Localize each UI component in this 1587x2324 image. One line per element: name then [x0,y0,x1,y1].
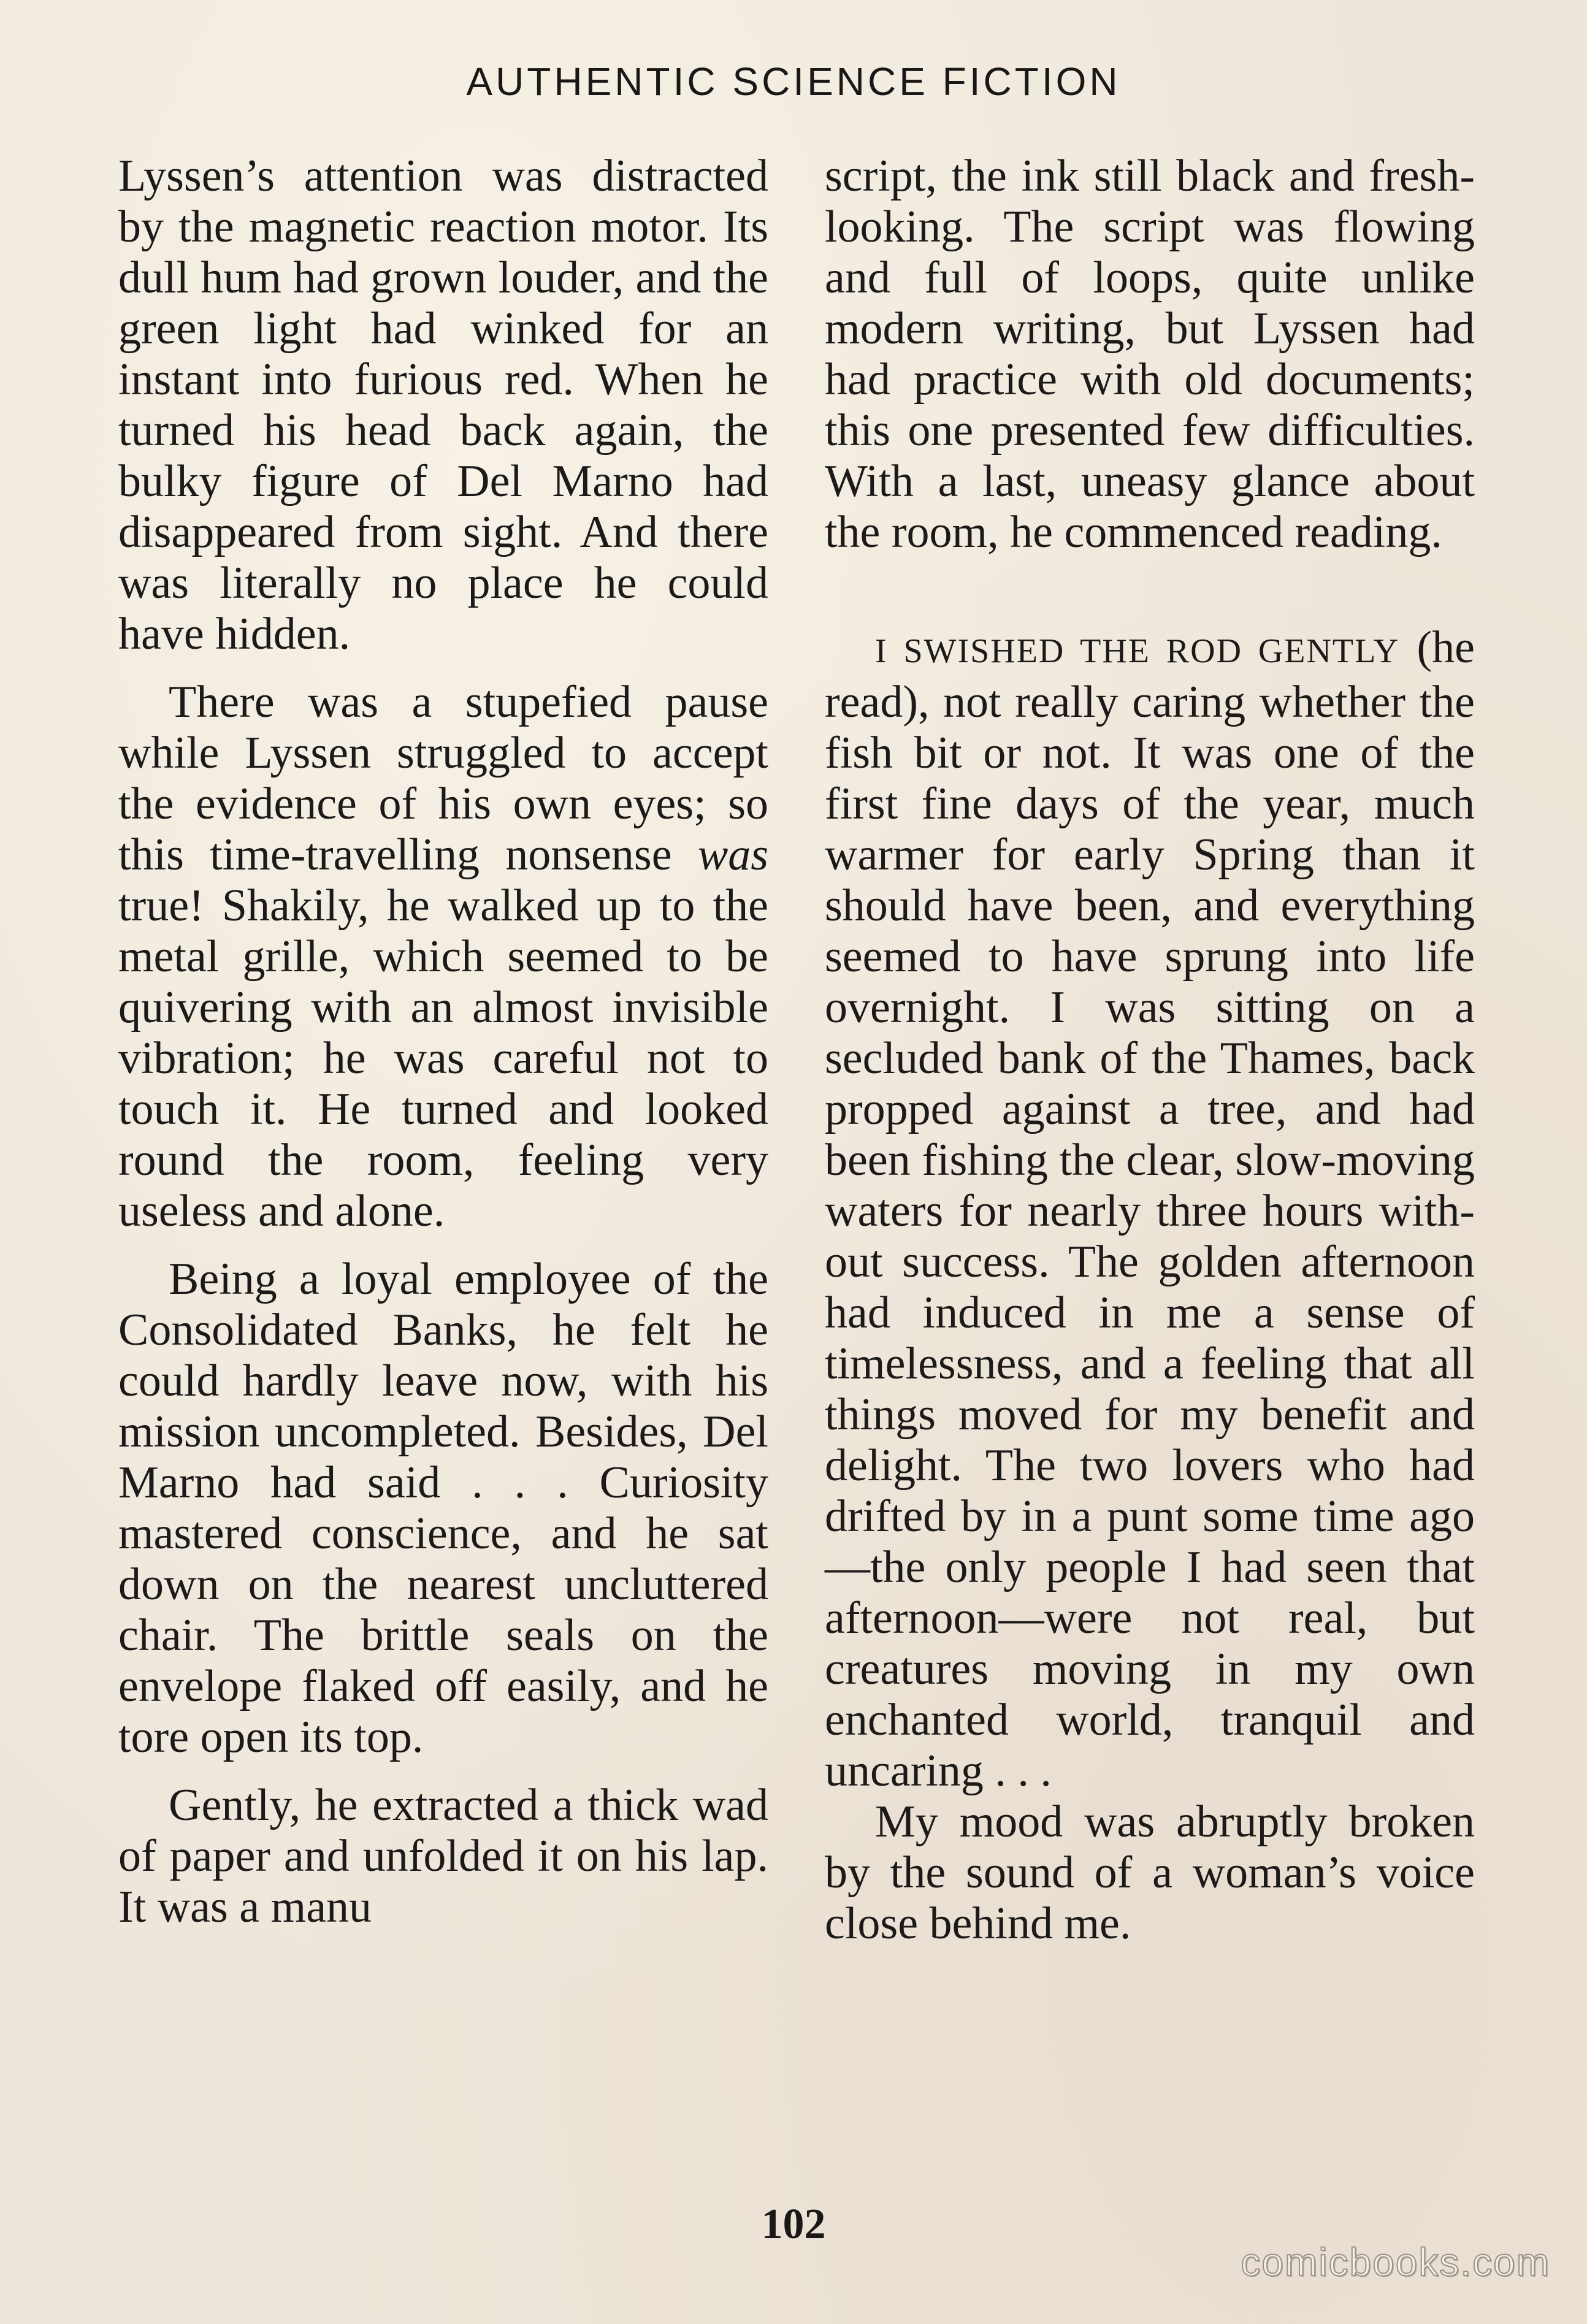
paragraph-text: true! Shakily, he walked up to the metal grille, which seemed to be quivering with an almost invisible vibration; he was careful not to touch it. He turned and looked round the room, feeling very useless and alone. [118,881,768,1236]
right-column [825,151,1475,1949]
paragraph [825,622,1475,1797]
paragraph: Being a loyal employee of the Consolidated Banks, he felt he could hardly leave now, with his mission uncompleted. Besides, Del Marno had said . . . Curiosity mastered conscience, and he sat down on the nearest uncluttered chair. The brittle seals on the envelope flaked off easily, and he tore open its top. [118,1254,768,1762]
watermark: comicbooks.com [1241,2240,1550,2284]
paragraph [118,677,768,1237]
emphasis: was [697,830,768,880]
paragraph-text: There was a stupefied pause while Lyssen struggled to accept the evidence of his own eyes; so this time-travelling nonsense [118,677,768,880]
page-number: 102 [761,2201,826,2248]
running-head: AUTHENTIC SCIENCE FICTION [466,59,1121,104]
paragraph: Gently, he extracted a thick wad of paper and unfolded it on his lap. It was a manu [118,1780,768,1932]
small-caps-lead: I SWISHED THE ROD GENTLY [875,632,1400,670]
paragraph: script, the ink still black and fresh-looking. The script was flowing and full of loops, quite unlike modern writing, but Lyssen had had practice with old documents; this one presented few difficulties. With a last, uneasy glance about the room, he commenced reading. [825,151,1475,557]
paragraph: My mood was abruptly broken by the sound of a woman’s voice close behind me. [825,1797,1475,1949]
left-column [118,151,768,1933]
paragraph-text: (he read), not really caring whether the fish bit or not. It was one of the first fine days of the year, much warmer for early Spring than it should have been, and everything seemed to have sprung into life overnight. I was sitting on a secluded bank of the Thames, back propped against a tree, and had been fishing the clear, slow-moving waters for nearly three hours without success. The golden afternoon had induced in me a sense of timelessness, and a feeling that all things moved for my benefit and delight. The two lovers who had drifted by in a punt some time ago—the only people I had seen that afternoon—were not real, but creatures moving in my own enchanted world, tranquil and uncaring . . . [825,622,1475,1796]
paragraph: Lyssen’s attention was distracted by the magnetic reaction motor. Its dull hum had grown louder, and the green light had winked for an instant into furious red. When he turned his head back again, the bulky figure of Del Marno had disappeared from sight. And there was literally no place he could have hidden. [118,151,768,659]
